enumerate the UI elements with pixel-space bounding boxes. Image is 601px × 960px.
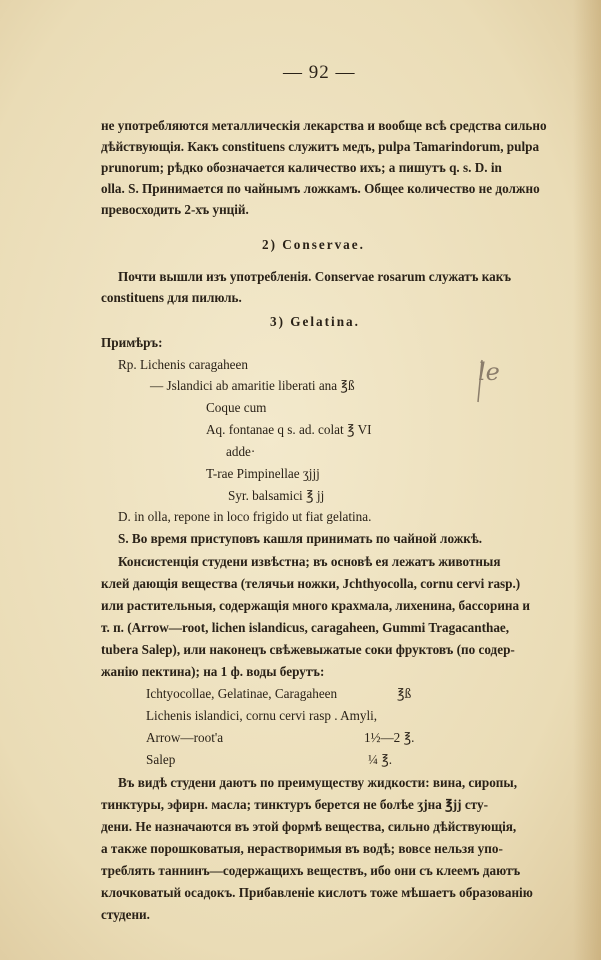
quantity-name: Salep: [146, 752, 176, 767]
section-heading: 3) Gelatina.: [270, 314, 360, 329]
page-number: — 92 —: [283, 62, 356, 83]
text-line: Въ видѣ студени даютъ по преимуществу жидкости: вина, сиропы,: [118, 775, 517, 790]
quantity-name: Arrow—root'a: [146, 730, 224, 745]
text-line: не употребляются металлическія лекарства и вообще всѣ средства сильно: [101, 118, 547, 133]
text-line: Почти вышли изъ употребленія. Conservae rosarum служатъ какъ: [118, 269, 512, 284]
text-line: дѣйствующія. Какъ constituens служитъ медъ, pulpa Tamarindorum, pulpa: [101, 139, 540, 154]
text-line: студени.: [101, 907, 150, 922]
recipe-line: Coque cum: [206, 400, 267, 415]
recipe-line: Aq. fontanae q s. ad. colat ℥ VI: [206, 422, 372, 437]
quantity-name: Ichtyocollae, Gelatinae, Caragaheen: [146, 686, 338, 701]
text-line: а также порошковатыя, нерастворимыя въ водѣ; вовсе нельзя упо-: [101, 841, 503, 856]
text-line: constituens для пилюль.: [101, 290, 242, 305]
page-edge-stain: [573, 0, 601, 960]
example-label: Примѣръ:: [101, 335, 163, 350]
recipe-signa: S. Во время приступовъ кашля принимать по чайной ложкѣ.: [118, 531, 483, 546]
recipe-line: adde·: [226, 444, 256, 459]
text-line: треблять таннинъ—содержащихъ веществъ, ибо они съ клеемъ даютъ: [101, 863, 521, 878]
quantity-amount: ¼ ℥.: [368, 752, 393, 767]
recipe-line: Syr. balsamici ℥ jj: [228, 488, 325, 503]
text-line: превосходить 2-хъ унцій.: [101, 202, 249, 217]
section-heading: 2) Conservae.: [262, 237, 365, 252]
text-line: prunorum; рѣдко обозначается каличество ихъ; а пишутъ q. s. D. in: [101, 160, 502, 175]
recipe-line: D. in olla, repone in loco frigido ut fiat gelatina.: [118, 509, 372, 524]
recipe-line: Rp. Lichenis caragaheen: [118, 357, 248, 372]
text-line: жанію пектина); на 1 ф. воды берутъ:: [101, 664, 325, 679]
text-line: или растительныя, содержащія много крахмала, лихенина, бассорина и: [101, 598, 531, 613]
text-line: дени. Не назначаются въ этой формѣ вещества, сильно дѣйствующія,: [101, 819, 517, 834]
recipe-line: — Jslandici ab amaritie liberati ana ℥ß: [150, 378, 355, 393]
text-line: tubera Salep), или наконецъ свѣжевыжатые соки фруктовъ (по содер-: [101, 642, 515, 657]
quantity-name: Lichenis islandici, cornu cervi rasp . Amyli,: [146, 708, 378, 723]
text-line: клочковатый осадокъ. Прибавленіе кислотъ тоже мѣшаетъ образованію: [101, 885, 533, 900]
text-line: клей дающія вещества (телячьи ножки, Jchthyocolla, cornu cervi rasp.): [101, 576, 521, 591]
text-line: тинктуры, эфирн. масла; тинктуръ берется не болѣе ʒjна ℥jj сту-: [101, 797, 488, 812]
text-line: olla. S. Принимается по чайнымъ ложкамъ. Общее количество не должно: [101, 181, 540, 196]
text-line: Консистенція студени извѣстна; въ основѣ ея лежатъ животныя: [118, 554, 501, 569]
quantity-amount: ℥ß: [397, 686, 412, 701]
recipe-line: T-rae Pimpinellae ʒjjj: [206, 466, 320, 481]
handwritten-mark: le: [478, 358, 500, 386]
text-line: т. п. (Arrow—root, lichen islandicus, caragaheen, Gummi Tragacanthae,: [101, 620, 510, 635]
quantity-amount: 1½—2 ℥.: [364, 730, 415, 745]
